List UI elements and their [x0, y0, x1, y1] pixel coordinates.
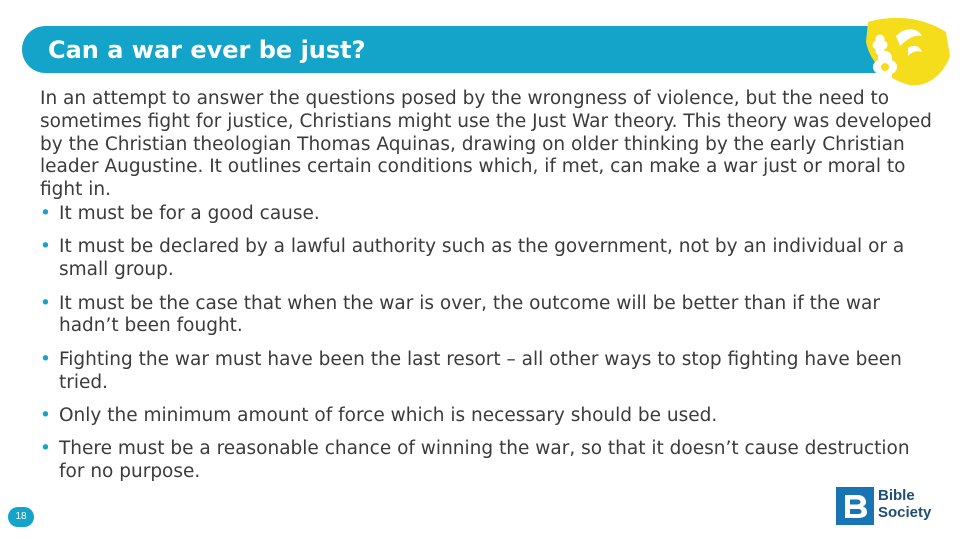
- logo-line-society: Society: [878, 504, 932, 521]
- list-item-text: Fighting the war must have been the last resort – all other ways to stop fighting have been tried.: [59, 348, 902, 393]
- list-item-text: It must be the case that when the war is over, the outcome will be better than if the war hadn’t been fought.: [59, 292, 880, 337]
- bullet-marker: •: [40, 292, 51, 314]
- list-item-text: Only the minimum amount of force which is necessary should be used.: [59, 404, 718, 426]
- slide-title: Can a war ever be just?: [48, 36, 366, 64]
- slide-number-badge: 18: [8, 507, 34, 527]
- intro-paragraph: In an attempt to answer the questions posed by the wrongness of violence, but the need to sometimes fight for justice, Christians might use the Just War theory. This theory was developed by the Christian theologian Thomas Aquinas, drawing on older thinking by the early Christian leader Augustine. It outlines certain conditions which, if met, can make a war just or moral to fight in.: [40, 88, 932, 201]
- bullet-marker: •: [40, 438, 51, 460]
- list-item-text: It must be declared by a lawful authority such as the government, not by an individual or a small group.: [59, 236, 905, 281]
- flower-icon: [856, 12, 952, 92]
- list-item: [40, 236, 935, 282]
- list-item: [40, 203, 935, 226]
- bullet-marker: •: [40, 236, 51, 258]
- logo-text: [878, 487, 931, 521]
- list-item-text: There must be a reasonable chance of winning the war, so that it doesn’t cause destruction for no purpose.: [59, 438, 910, 483]
- list-item: [40, 349, 935, 395]
- bullet-marker: •: [40, 202, 51, 224]
- conditions-list: [40, 203, 935, 484]
- list-item-text: It must be for a good cause.: [59, 202, 320, 224]
- logo-line-bible: Bible: [878, 487, 915, 504]
- bullet-marker: •: [40, 348, 51, 370]
- bullet-marker: •: [40, 404, 51, 426]
- bible-society-b-icon: [836, 487, 874, 525]
- list-item: [40, 405, 935, 428]
- body-text: [40, 88, 935, 495]
- bible-society-logo: [836, 487, 946, 527]
- list-item: [40, 438, 935, 484]
- list-item: [40, 293, 935, 339]
